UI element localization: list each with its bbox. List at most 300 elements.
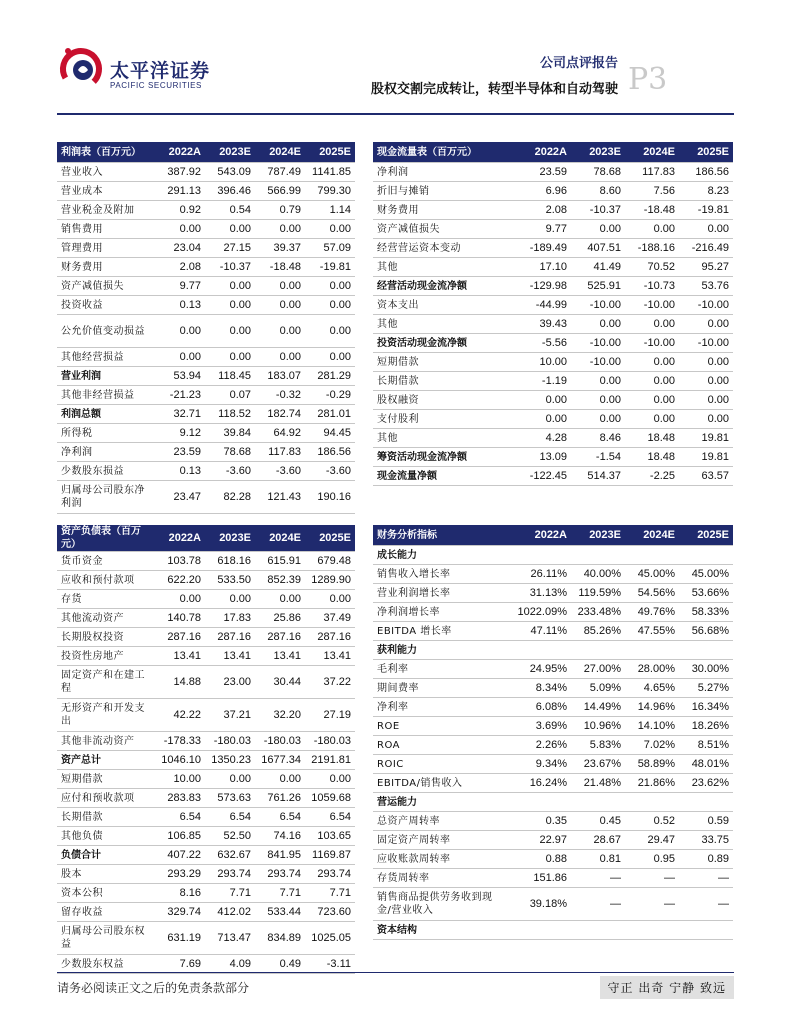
table-row	[57, 348, 355, 367]
cell-value: -10.00	[679, 334, 733, 353]
cell-value: 29.47	[625, 831, 679, 850]
table-row	[373, 239, 733, 258]
logo-en-text: PACIFIC SECURITIES	[110, 81, 202, 90]
cell-value: 1022.09%	[507, 603, 571, 622]
cell-value: 37.21	[205, 699, 255, 732]
cell-value: 4.65%	[625, 679, 679, 698]
cell-value: -19.81	[679, 201, 733, 220]
cell-value: 283.83	[155, 789, 205, 808]
cell-value: 841.95	[255, 846, 305, 865]
table-header-row	[57, 525, 355, 552]
cell-value: 23.04	[155, 239, 205, 258]
cell-value: 0.00	[305, 220, 355, 239]
cell-value	[507, 793, 571, 812]
table-row	[373, 296, 733, 315]
cell-value: 0.00	[625, 220, 679, 239]
table-row	[57, 571, 355, 590]
cell-value: -3.60	[255, 462, 305, 481]
cell-value: 2.08	[507, 201, 571, 220]
cell-value: 106.85	[155, 827, 205, 846]
cell-value: 13.41	[255, 647, 305, 666]
cell-value: 2.08	[155, 258, 205, 277]
table-header-row	[373, 525, 733, 546]
cell-value: 47.55%	[625, 622, 679, 641]
cell-value: -122.45	[507, 467, 571, 486]
cell-value: 0.00	[571, 391, 625, 410]
cell-value: 70.52	[625, 258, 679, 277]
row-label: 投资性房地产	[57, 647, 155, 666]
cell-value: 27.00%	[571, 660, 625, 679]
cell-value: 31.13%	[507, 584, 571, 603]
cell-value: -0.32	[255, 386, 305, 405]
row-label: 销售费用	[57, 220, 155, 239]
cell-value: 117.83	[625, 163, 679, 182]
cell-value: 0.00	[255, 348, 305, 367]
table-row	[57, 751, 355, 770]
table-row	[57, 424, 355, 443]
year-header: 2025E	[305, 142, 355, 163]
cell-value: 14.88	[155, 666, 205, 699]
row-label: 短期借款	[373, 353, 507, 372]
row-label: 股本	[57, 865, 155, 884]
row-label: 短期借款	[57, 770, 155, 789]
table-row	[57, 367, 355, 386]
cell-value: 45.00%	[625, 565, 679, 584]
cell-value: -10.73	[625, 277, 679, 296]
table-row	[373, 774, 733, 793]
cell-value: 85.26%	[571, 622, 625, 641]
cell-value: 186.56	[305, 443, 355, 462]
row-label: 其他非经营损益	[57, 386, 155, 405]
cell-value: 0.88	[507, 850, 571, 869]
row-label: 投资收益	[57, 296, 155, 315]
cell-value: —	[571, 869, 625, 888]
cell-value: 14.49%	[571, 698, 625, 717]
cell-value: 13.41	[205, 647, 255, 666]
table-row	[57, 666, 355, 699]
cell-value: 281.29	[305, 367, 355, 386]
cell-value: -10.00	[679, 296, 733, 315]
cell-value: 0.00	[625, 391, 679, 410]
row-label: 营业税金及附加	[57, 201, 155, 220]
table-row	[57, 922, 355, 955]
cell-value: 6.54	[255, 808, 305, 827]
cell-value: -3.60	[205, 462, 255, 481]
cell-value: 0.35	[507, 812, 571, 831]
cell-value: 37.49	[305, 609, 355, 628]
row-label: 归属母公司股东净利润	[57, 481, 155, 514]
cell-value: 48.01%	[679, 755, 733, 774]
cell-value: 407.22	[155, 846, 205, 865]
table-row	[373, 334, 733, 353]
cell-value: 679.48	[305, 552, 355, 571]
cell-value: 293.74	[255, 865, 305, 884]
row-label: 长期股权投资	[57, 628, 155, 647]
table-row	[57, 386, 355, 405]
cell-value: -0.29	[305, 386, 355, 405]
cell-value: 103.65	[305, 827, 355, 846]
income-statement-table	[57, 142, 355, 514]
table-row	[373, 201, 733, 220]
table-row	[57, 315, 355, 348]
cell-value: -5.56	[507, 334, 571, 353]
cell-value: 16.24%	[507, 774, 571, 793]
table-row	[57, 846, 355, 865]
row-label: 固定资产周转率	[373, 831, 507, 850]
cell-value: -2.25	[625, 467, 679, 486]
cell-value: 63.57	[679, 467, 733, 486]
cell-value: 6.54	[205, 808, 255, 827]
table-row	[57, 609, 355, 628]
cell-value: 37.22	[305, 666, 355, 699]
row-label: 支付股利	[373, 410, 507, 429]
cell-value: 57.09	[305, 239, 355, 258]
year-header: 2024E	[255, 142, 305, 163]
cell-value: 39.18%	[507, 888, 571, 921]
cell-value: 566.99	[255, 182, 305, 201]
cell-value: 0.00	[255, 770, 305, 789]
cell-value: 16.34%	[679, 698, 733, 717]
row-label: 公允价值变动损益	[57, 315, 155, 348]
cell-value: 533.44	[255, 903, 305, 922]
cell-value: -10.00	[625, 296, 679, 315]
cell-value: 287.16	[305, 628, 355, 647]
cell-value: -18.48	[625, 201, 679, 220]
table-row	[57, 405, 355, 424]
cell-value: 0.00	[205, 770, 255, 789]
cell-value: 24.95%	[507, 660, 571, 679]
cell-value: 713.47	[205, 922, 255, 955]
cell-value: 525.91	[571, 277, 625, 296]
cell-value: 0.00	[205, 220, 255, 239]
cell-value: 121.43	[255, 481, 305, 514]
cell-value: 4.09	[205, 955, 255, 974]
cell-value: 0.00	[155, 348, 205, 367]
row-label: 无形资产和开发支出	[57, 699, 155, 732]
cell-value: -10.00	[571, 334, 625, 353]
cell-value: 53.94	[155, 367, 205, 386]
cell-value: 1289.90	[305, 571, 355, 590]
cell-value: 0.13	[155, 462, 205, 481]
cell-value: 799.30	[305, 182, 355, 201]
year-header: 2025E	[679, 142, 733, 163]
table-header-row	[373, 142, 733, 163]
cell-value: 9.12	[155, 424, 205, 443]
cell-value: 6.54	[155, 808, 205, 827]
cell-value: 281.01	[305, 405, 355, 424]
table-row	[373, 888, 733, 921]
cell-value: -178.33	[155, 732, 205, 751]
cell-value: 0.54	[205, 201, 255, 220]
cell-value: 118.52	[205, 405, 255, 424]
cell-value: 7.71	[305, 884, 355, 903]
cell-value: 82.28	[205, 481, 255, 514]
company-slogan: 守正 出奇 宁静 致远	[600, 976, 734, 999]
cell-value: 0.89	[679, 850, 733, 869]
cell-value	[625, 546, 679, 565]
row-label: 存货	[57, 590, 155, 609]
cell-value: 3.69%	[507, 717, 571, 736]
cell-value: 407.51	[571, 239, 625, 258]
row-label: ROA	[373, 736, 507, 755]
cell-value: 74.16	[255, 827, 305, 846]
table-row	[57, 590, 355, 609]
cell-value: 8.46	[571, 429, 625, 448]
cell-value: 0.00	[625, 353, 679, 372]
row-label: 总资产周转率	[373, 812, 507, 831]
row-label: 获利能力	[373, 641, 507, 660]
cell-value: 0.00	[679, 220, 733, 239]
cell-value: 13.09	[507, 448, 571, 467]
year-header: 2023E	[205, 525, 255, 552]
cell-value: 58.33%	[679, 603, 733, 622]
table-row	[373, 622, 733, 641]
row-label: 留存收益	[57, 903, 155, 922]
cell-value: 632.67	[205, 846, 255, 865]
cell-value	[625, 921, 679, 940]
cell-value: -180.03	[255, 732, 305, 751]
row-label: 经营营运资本变动	[373, 239, 507, 258]
cell-value	[571, 546, 625, 565]
cell-value: 0.00	[305, 348, 355, 367]
cell-value: 119.59%	[571, 584, 625, 603]
cell-value: -189.49	[507, 239, 571, 258]
table-row	[373, 660, 733, 679]
table-row	[57, 628, 355, 647]
cell-value: 0.59	[679, 812, 733, 831]
table-row	[373, 182, 733, 201]
table-row	[57, 481, 355, 514]
table-row	[57, 955, 355, 974]
cell-value: 13.41	[155, 647, 205, 666]
row-label: 资产减值损失	[57, 277, 155, 296]
cell-value: 54.56%	[625, 584, 679, 603]
cell-value: 0.00	[571, 372, 625, 391]
table-title: 财务分析指标	[373, 525, 507, 546]
row-label: 长期借款	[57, 808, 155, 827]
row-label: 所得税	[57, 424, 155, 443]
cell-value: 7.71	[255, 884, 305, 903]
row-label: 资产减值损失	[373, 220, 507, 239]
cell-value: 8.60	[571, 182, 625, 201]
row-label: ROIC	[373, 755, 507, 774]
cell-value: 287.16	[205, 628, 255, 647]
cell-value: 1141.85	[305, 163, 355, 182]
cell-value: 1350.23	[205, 751, 255, 770]
cell-value: 0.00	[571, 410, 625, 429]
cell-value: 0.00	[679, 372, 733, 391]
table-row	[373, 641, 733, 660]
cell-value: 78.68	[205, 443, 255, 462]
cell-value: 233.48%	[571, 603, 625, 622]
row-label: 归属母公司股东权益	[57, 922, 155, 955]
table-row	[373, 793, 733, 812]
table-row	[57, 552, 355, 571]
cell-value	[571, 641, 625, 660]
cell-value: 1059.68	[305, 789, 355, 808]
cell-value: 0.00	[255, 296, 305, 315]
row-label: 资本公积	[57, 884, 155, 903]
year-header: 2023E	[571, 142, 625, 163]
cell-value: —	[625, 888, 679, 921]
table-row	[373, 277, 733, 296]
cell-value: 9.77	[507, 220, 571, 239]
cell-value: 53.76	[679, 277, 733, 296]
cell-value: 45.00%	[679, 565, 733, 584]
row-label: 其他	[373, 315, 507, 334]
cell-value: 618.16	[205, 552, 255, 571]
row-label: 其他经营损益	[57, 348, 155, 367]
cell-value: 287.16	[155, 628, 205, 647]
cell-value: 0.00	[205, 590, 255, 609]
year-header: 2023E	[571, 525, 625, 546]
table-row	[373, 448, 733, 467]
page-header	[0, 0, 791, 120]
table-row	[373, 850, 733, 869]
row-label: 管理费用	[57, 239, 155, 258]
cell-value: 287.16	[255, 628, 305, 647]
row-label: 利润总额	[57, 405, 155, 424]
table-row	[373, 220, 733, 239]
cell-value: -19.81	[305, 258, 355, 277]
cell-value: 28.00%	[625, 660, 679, 679]
row-label: 毛利率	[373, 660, 507, 679]
cell-value: 33.75	[679, 831, 733, 850]
footer-rule	[57, 972, 734, 973]
cell-value: 32.20	[255, 699, 305, 732]
year-header: 2024E	[625, 525, 679, 546]
cell-value: 8.34%	[507, 679, 571, 698]
table-row	[373, 736, 733, 755]
cell-value: 30.44	[255, 666, 305, 699]
row-label: 期间费率	[373, 679, 507, 698]
cell-value: 39.84	[205, 424, 255, 443]
cell-value: -10.00	[571, 296, 625, 315]
cell-value: -180.03	[305, 732, 355, 751]
cell-value	[507, 641, 571, 660]
cell-value: 723.60	[305, 903, 355, 922]
cell-value: 0.00	[155, 220, 205, 239]
cell-value: -216.49	[679, 239, 733, 258]
cell-value: 293.74	[205, 865, 255, 884]
cell-value: 1046.10	[155, 751, 205, 770]
cell-value: 140.78	[155, 609, 205, 628]
cell-value: 42.22	[155, 699, 205, 732]
cell-value: 834.89	[255, 922, 305, 955]
cell-value: 622.20	[155, 571, 205, 590]
row-label: 销售商品提供劳务收到现金/营业收入	[373, 888, 507, 921]
cell-value: 543.09	[205, 163, 255, 182]
cell-value: -3.60	[305, 462, 355, 481]
cell-value: 23.67%	[571, 755, 625, 774]
cell-value: 412.02	[205, 903, 255, 922]
table-row	[373, 429, 733, 448]
cell-value: -18.48	[255, 258, 305, 277]
cell-value: 0.00	[205, 348, 255, 367]
cell-value: 0.00	[679, 315, 733, 334]
row-label: 净利润	[373, 163, 507, 182]
cell-value: 30.00%	[679, 660, 733, 679]
row-label: 应收账款周转率	[373, 850, 507, 869]
logo-cn-text: 太平洋证券	[110, 60, 211, 82]
table-row	[373, 717, 733, 736]
row-label: 货币资金	[57, 552, 155, 571]
table-row	[57, 732, 355, 751]
cell-value: 49.76%	[625, 603, 679, 622]
table-row	[373, 391, 733, 410]
cell-value: 21.86%	[625, 774, 679, 793]
table-row	[57, 647, 355, 666]
row-label: 营业利润增长率	[373, 584, 507, 603]
cell-value: 291.13	[155, 182, 205, 201]
cell-value	[679, 793, 733, 812]
cell-value: 0.00	[255, 590, 305, 609]
page-number: P3	[628, 62, 668, 97]
cell-value: -3.11	[305, 955, 355, 974]
table-row	[373, 869, 733, 888]
row-label: 其他流动资产	[57, 609, 155, 628]
table-row	[57, 163, 355, 182]
cell-value: 0.00	[571, 315, 625, 334]
table-row	[373, 353, 733, 372]
cell-value: -44.99	[507, 296, 571, 315]
cell-value: 23.00	[205, 666, 255, 699]
table-row	[373, 584, 733, 603]
cell-value: 1025.05	[305, 922, 355, 955]
cell-value: 8.23	[679, 182, 733, 201]
cell-value: 293.74	[305, 865, 355, 884]
cell-value: 40.00%	[571, 565, 625, 584]
cell-value: 1677.34	[255, 751, 305, 770]
cell-value: 2191.81	[305, 751, 355, 770]
table-row	[373, 921, 733, 940]
cell-value: 182.74	[255, 405, 305, 424]
cell-value: 23.62%	[679, 774, 733, 793]
cell-value: -10.37	[205, 258, 255, 277]
table-row	[373, 812, 733, 831]
cell-value: 5.27%	[679, 679, 733, 698]
cell-value: 5.83%	[571, 736, 625, 755]
cell-value: -129.98	[507, 277, 571, 296]
cell-value	[679, 641, 733, 660]
cell-value: 0.45	[571, 812, 625, 831]
cell-value: 0.00	[625, 410, 679, 429]
cell-value: 0.00	[305, 770, 355, 789]
row-label: 经营活动现金流净额	[373, 277, 507, 296]
cell-value: 19.81	[679, 429, 733, 448]
cell-value: 1.14	[305, 201, 355, 220]
cell-value: -21.23	[155, 386, 205, 405]
cell-value: 0.00	[155, 590, 205, 609]
cell-value: 7.02%	[625, 736, 679, 755]
cell-value: 56.68%	[679, 622, 733, 641]
cell-value: 0.13	[155, 296, 205, 315]
cell-value: 13.41	[305, 647, 355, 666]
cell-value: 387.92	[155, 163, 205, 182]
cell-value: 2.26%	[507, 736, 571, 755]
row-label: 投资活动现金流净额	[373, 334, 507, 353]
cell-value: 22.97	[507, 831, 571, 850]
table-row	[57, 443, 355, 462]
year-header: 2022A	[507, 525, 571, 546]
row-label: 其他	[373, 429, 507, 448]
cell-value: 32.71	[155, 405, 205, 424]
table-row	[57, 827, 355, 846]
cell-value: 0.00	[205, 296, 255, 315]
cell-value	[507, 546, 571, 565]
cell-value: 18.26%	[679, 717, 733, 736]
cell-value: 39.37	[255, 239, 305, 258]
